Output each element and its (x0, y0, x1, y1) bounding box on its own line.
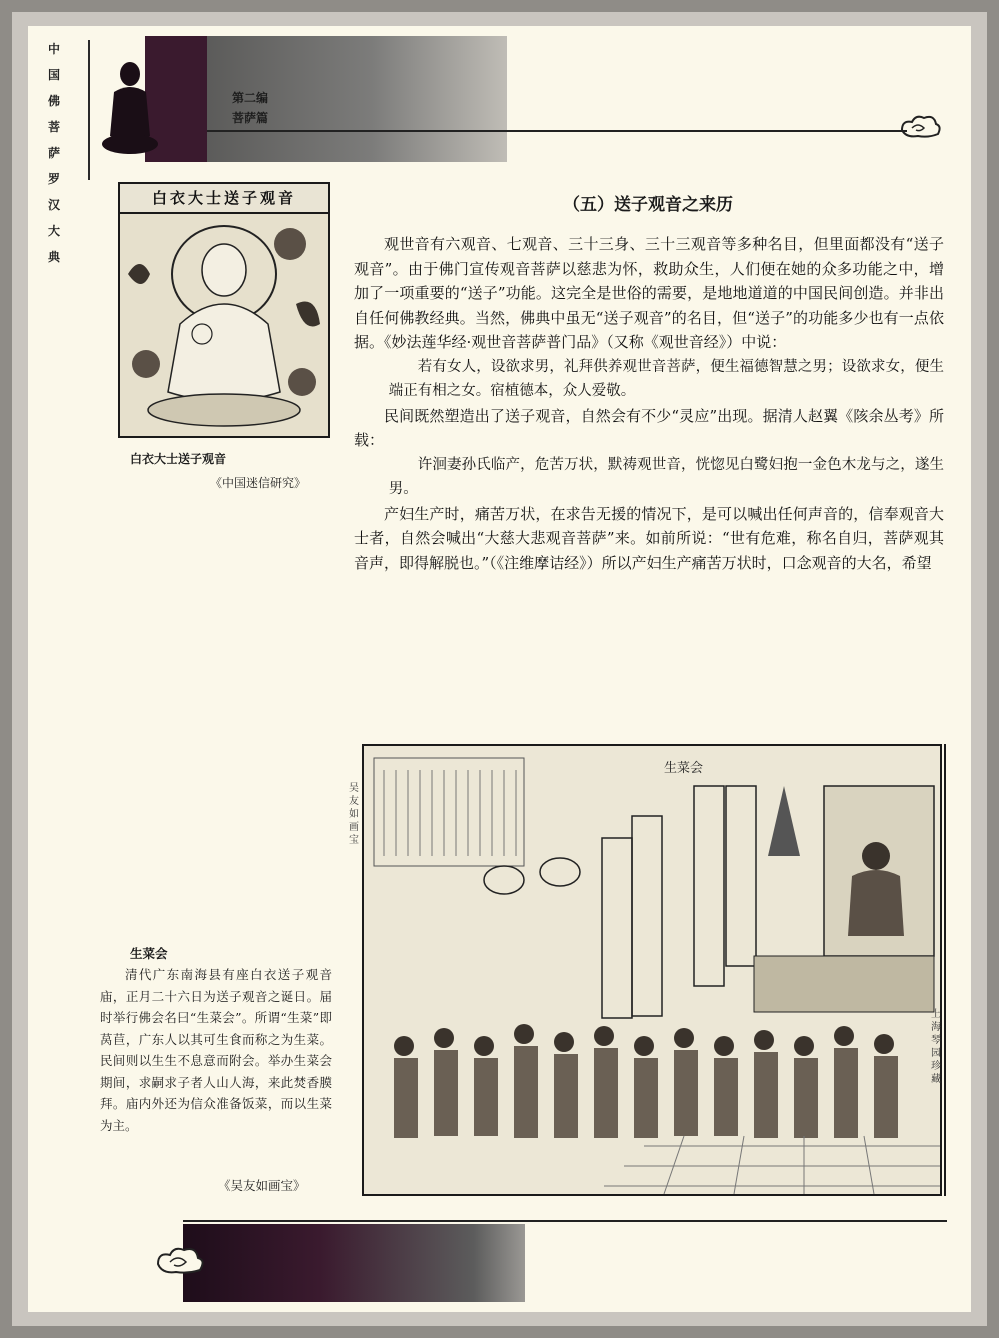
running-title-char: 汉 (47, 198, 60, 212)
running-title-char: 佛 (47, 94, 60, 108)
figure-source: 《中国迷信研究》 (210, 476, 307, 490)
footer-rule (183, 1220, 947, 1222)
section-title: （五）送子观音之来历 (563, 195, 733, 215)
side-rule (88, 40, 90, 180)
right-rule (944, 744, 946, 1196)
guanyin-illustration (120, 214, 328, 436)
buddha-silhouette-icon (100, 58, 160, 158)
quote-block: 若有女人，设欲求男，礼拜供养观世音菩萨，便生福德智慧之男；设欲求女，便生端正有相之女。宿植德本，众人爱敬。 (388, 358, 944, 399)
paragraph: 观世音有六观音、七观音、三十三身、三十三观音等多种名目，但里面都没有“送子观音”。由于佛门宣传观音菩萨以慈悲为怀，救助众生，人们便在她的众多功能之中，增加了一项重要的“送子”功能。这完全是世俗的需要，是地地道道的中国民间创造。并非出自任何佛教经典。当然，佛典中虽无“送子观音”的名目，但“送子”的功能多少也有一点依据。《妙法莲华经·观世音菩萨普门品》（又称《观世音经》）中说： (354, 235, 944, 351)
figure2-top-label: 生菜会 (664, 761, 704, 776)
caption-title: 生菜会 (130, 946, 168, 961)
running-title-char: 大 (47, 224, 60, 238)
running-title-char: 国 (47, 68, 60, 82)
body-text (354, 232, 944, 575)
figure-guanyin (118, 182, 330, 438)
figure2-side-label-right: 上海琴园珍藏 (931, 1009, 941, 1085)
running-title (44, 36, 64, 270)
footer-dark-block (183, 1224, 525, 1302)
caption-body: 清代广东南海县有座白衣送子观音庙，正月二十六日为送子观音之诞日。届时举行佛会名曰“生菜会”。所谓“生菜”即莴苣，广东人以其可生食而称之为生菜。民间则以生生不息意而附会。举办生菜会期间，求嗣求子者人山人海，来此焚香膜拜。庙内外还为信众准备饭菜，而以生菜为主。 (100, 967, 332, 1133)
paragraph: 产妇生产时，痛苦万状，在求告无援的情况下，是可以喊出任何声音的，信奉观音大士者，自然会喊出“大慈大悲观音菩萨”来。如前所说：“世有危难，称名自归，菩萨观其音声，即得解脱也。”（《注维摩诘经》）所以产妇生产痛苦万状时，口念观音的大名，希望 (354, 504, 944, 572)
temple-scene-illustration (364, 746, 940, 1194)
chapter-number: 第二编 (232, 91, 269, 105)
running-title-char: 典 (47, 250, 60, 264)
cloud-ornament-icon (898, 112, 942, 140)
figure-inscription: 白衣大士送子观音 (120, 184, 328, 214)
figure-shengcaihui (362, 744, 942, 1196)
header-rule (207, 130, 907, 132)
figure-caption: 白衣大士送子观音 (130, 452, 227, 466)
running-title-char: 中 (47, 42, 60, 56)
caption-source: 《吴友如画宝》 (218, 1178, 306, 1193)
cloud-ornament-icon (154, 1244, 206, 1276)
paragraph: 民间既然塑造出了送子观音，自然会有不少“灵应”出现。据清人赵翼《陔余丛考》所载： (354, 406, 944, 449)
chapter-label (232, 88, 268, 128)
figure2-side-label-left: 吴友如画宝 (349, 783, 359, 846)
quote-block: 许洄妻孙氏临产，危苦万状，默祷观世音，恍惚见白鹭妇抱一金色木龙与之，遂生男。 (388, 456, 944, 497)
running-title-char: 萨 (47, 146, 60, 160)
running-title-char: 菩 (47, 120, 60, 134)
chapter-name: 菩萨篇 (232, 111, 269, 125)
running-title-char: 罗 (47, 172, 60, 186)
